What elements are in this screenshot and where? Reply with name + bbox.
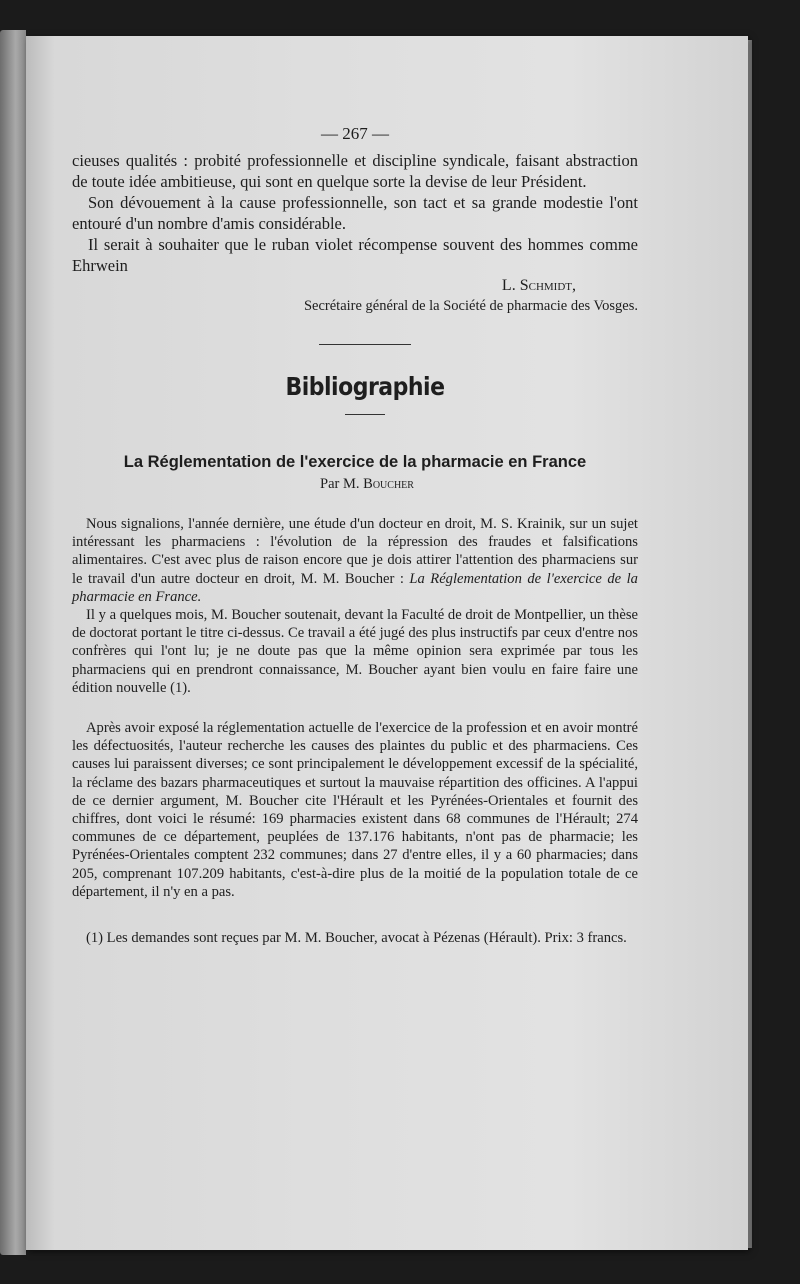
section-divider-top <box>319 344 411 345</box>
previous-article-paragraph-3: Il serait à souhaiter que le ruban violet récompense souvent des hommes comme Ehrwein <box>72 235 638 275</box>
footnote: (1) Les demandes sont reçues par M. M. Boucher, avocat à Pézenas (Hérault). Prix: 3 francs. <box>86 930 627 947</box>
page-number: — 267 — <box>321 124 389 143</box>
previous-article-paragraph-2: Son dévouement à la cause professionnelle, son tact et sa grande modestie l'ont entouré d'un nombre d'amis considérable. <box>72 193 638 233</box>
byline-prefix: Par M. <box>320 476 364 492</box>
signature-comma: , <box>572 277 576 294</box>
signature-initial: L. <box>501 277 520 294</box>
left-page-edge <box>0 30 26 1255</box>
signature-name <box>72 276 638 296</box>
signature-title: Secrétaire général de la Société de pharmacie des Vosges. <box>303 298 638 314</box>
article-byline <box>84 476 650 493</box>
section-heading: Bibliographie <box>285 373 445 402</box>
article-paragraph-1 <box>72 515 638 606</box>
section-divider-bottom <box>345 414 385 415</box>
paragraph-1-text: Nous signalions, l'année dernière, une étude d'un docteur en droit, M. S. Krainik, sur un sujet intéressant les pharmaciens : l'évolution de la répression des fraudes et falsifications alimentaires. C'est avec plus de raison encore que je dois attirer l'attention des pharmaciens sur le travail d'un autre docteur en droit, M. M. Boucher : <box>72 516 638 587</box>
previous-article-continued-paragraph: cieuses qualités : probité professionnelle et discipline syndicale, faisant abstraction de toute idée ambitieuse, qui sont en quelque sorte la devise de leur Président. <box>72 151 638 191</box>
article-title: La Réglementation de l'exercice de la pharmacie en France <box>123 453 587 471</box>
article-paragraph-2: Il y a quelques mois, M. Boucher soutenait, devant la Faculté de droit de Montpellier, un thèse de doctorat portant le titre ci-dessus. Ce travail a été jugé des plus instructifs par ceux d'entre nos confrères qui l'ont lu; je ne doute pas que la même opinion sera exprimée par tous les pharmaciens qui en prendront connaissance, M. Boucher ayant bien voulu en faire faire une édition nouvelle (1). <box>72 607 638 696</box>
byline-author: Boucher <box>363 476 414 492</box>
paragraph-1-italic-title: La Réglementation de l'exercice de la pharmacie en France. <box>72 570 638 605</box>
page-content <box>72 124 638 947</box>
article-paragraph-3: Après avoir exposé la réglementation actuelle de l'exercice de la profession et en avoir montré les défectuosités, l'auteur recherche les causes des plaintes du public et des pharmaciens. Ces causes lui paraissent diverses; ce sont principalement le développement excessif de la spécialité, la réclame des bazars pharmaceutiques et surtout la mauvaise répartition des officines. A l'appui de ce dernier argument, M. Boucher cite l'Hérault et les Pyrénées-Orientales et fournit des chiffres, dont voici le résumé: 169 pharmacies existent dans 68 communes de l'Hérault; 274 communes de ce département, peuplées de 137.176 habitants, n'ont pas de pharmacie; les Pyrénées-Orientales comptent 232 communes; dans 27 d'entre elles, il y a 60 pharmacies; dans 205, comprenant 107.209 habitants, c'est-à-dire plus de la moitié de la population totale de ce département, il n'y en a pas. <box>72 720 638 900</box>
signature-surname: Schmidt <box>519 277 572 294</box>
